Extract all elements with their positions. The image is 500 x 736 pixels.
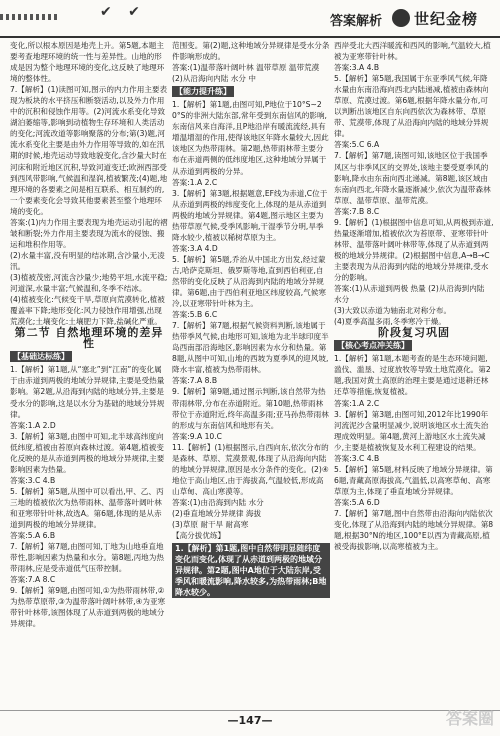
paragraph: 9.【解析】第9题,通过图示判断,该自然带为热带雨林带,分布在赤道附近。第10题,热带雨林带位于赤道附近,终年高温多雨;亚马孙热带雨林的形成与东南信风和地形有关。 xyxy=(172,387,329,430)
paragraph: (2)从沿海向内陆 水分 中 xyxy=(172,74,256,84)
page-number: —147— xyxy=(227,714,273,727)
paragraph: 7.【解析】第7题,读图可知,该地区位于我国季风区与非季风区的交界处,该地主要受夏季风的影响,降水由东南向西北递减。第8题,该区域由东南向西北,年降水量逐渐减少,依次为温带森林草原、温带草原、温带荒漠。 xyxy=(334,151,491,205)
paragraph: 1.【解析】第1题,从“塞北”到“江南”的变化属于由赤道到两极的地域分异规律,主要是受热量影响。第2题,从沿海到内陆的地域分异,主要是受水分的影响,这是以水分为基础的地域分异规律。 xyxy=(10,365,165,419)
paragraph: (4)夏季高温多雨,冬季寒冷干燥。 xyxy=(334,317,446,327)
subsection-label: 1.【解析】第1题,图中自然带明显随纬度变化而变化,体现了从赤道到两极的地域分异规律。第2题,图中A地位于大陆东岸,受季风和暖流影响,降水较多,为热带雨林;B地降水较少。 xyxy=(172,543,330,598)
paragraph: 范围变。第(2)题,这种地域分异规律是受水分条件影响形成的。 xyxy=(172,41,330,62)
paragraph: 答案:3.A 4.B xyxy=(334,63,380,73)
subsection-label: 【能力提升练】 xyxy=(172,86,234,97)
column-middle xyxy=(172,40,330,706)
subsection-label: 【基础达标练】 xyxy=(10,351,72,362)
paragraph: 答案:5.A 6.D xyxy=(334,497,380,507)
header-title: 答案解析 xyxy=(330,14,383,29)
paragraph: 答案:(1)由沿海到内陆 水分 xyxy=(172,497,264,507)
paragraph: 答案:(1)温带落叶阔叶林 温带草原 温带荒漠 xyxy=(172,63,320,73)
paragraph: 7.【解析】(1)读图可知,图示的内力作用主要表现为板块的水平挤压和断裂活动,以及外力作用中的沉积和侵蚀作用等。(2)河流水系变化导致湖泊萎缩等,影响到动植物生存环境和人类活动的变化;河流改道等影响聚落的分布;第(3)题,河流水系变化主要是由外力作用等导致的,如在汛期的时候,地壳运动导致地貌变化,含沙量大时在河床和附近地区沉积,导致河道变迁;欧洲西部受到西风带影响,气候温和湿润,植被繁茂;(4)题,地理环境的各要素之间是相互联系、相互制约的,一个要素变化会导致其他要素甚至整个地理环境的变化。 xyxy=(10,85,168,216)
paragraph: (3)大致以赤道为轴南北对称分布。 xyxy=(334,306,452,316)
watermark: 答案圈 xyxy=(445,709,494,728)
paragraph: 答案:7.B 8.C xyxy=(334,206,380,216)
paragraph: 9.【解析】(1)根据图中信息可知,从两极到赤道,热量逐渐增加,植被依次为苔原带、亚寒带针叶林带、温带落叶阔叶林带等,体现了从赤道到两极的地域分异规律。(2)根据图中信息,A→B→C主要表现为从沿海到内陆的地域分异规律,受水分的影响。 xyxy=(334,217,494,282)
paragraph: 答案:3.C 4.B xyxy=(334,453,380,463)
paragraph: 答案:(1)内力作用主要表现为地壳运动引起的褶皱和断裂;外力作用主要表现为流水的侵蚀、搬运和堆积作用等。 xyxy=(10,217,168,249)
section-heading: 第二节 自然地理环境的差异性 xyxy=(14,326,164,351)
paragraph: 变化,所以根本原因是地壳上升。第5题,本题主要考查地理环境的统一性与差异性。山地的形成是因为整个地理环境的变化,这反映了地理环境的整体性。 xyxy=(10,41,165,84)
paragraph: 答案:1.A 2.C xyxy=(172,177,218,187)
paragraph: 答案:1.A 2.C xyxy=(334,398,380,408)
paragraph: 5.【解析】第5题,材料反映了地域分异规律。第6题,青藏高原海拔高,气温低,以高寒草甸、高寒草原为主,体现了垂直地域分异规律。 xyxy=(334,464,493,496)
column-left xyxy=(10,40,168,706)
paragraph: 5.【解析】第5题,我国属于东亚季风气候,年降水量由东南沿海向西北内陆递减,植被由森林向草原、荒漠过渡。第6题,根据年降水量分布,可以判断出该地区自东向西依次为森林带、草原带、荒漠带,体现了从沿海向内陆的地域分异规律。 xyxy=(334,74,489,139)
paragraph: 7.【解析】第7题,根据气候资料判断,该地属于热带季风气候,由地形可知,该地为北半球印度半岛西南部沿海地区,影响因素为水分和热量。第8题,从图中可知,山地的西坡为夏季风的迎风坡,降水丰富,植被为热带雨林。 xyxy=(172,321,329,375)
paragraph: 答案:5.C 6.A xyxy=(334,140,380,150)
page-header xyxy=(0,0,500,38)
paragraph: 答案:7.A 8.B xyxy=(172,376,218,386)
paragraph: 7.【解析】第7题,由图可知,丁地为山地垂直地带性,影响因素为热量和水分。第8题,丙地为热带雨林,应是受赤道低气压带控制。 xyxy=(10,542,164,574)
paragraph: 答案:1.A 2.D xyxy=(10,420,56,430)
header-stripe xyxy=(0,14,60,20)
paragraph: (2)水量丰富,没有明显的结冰期,含沙量小,无凌汛。 xyxy=(10,250,165,271)
paragraph: 3.【解析】第3题,由图中可知,北半球高纬度向低纬度,植被由苔原向森林过渡。第4题,植被变化反映的是从赤道到两极的地域分异规律,主要影响因素为热量。 xyxy=(10,431,165,474)
paragraph: 答案:3.A 4.D xyxy=(172,243,218,253)
paragraph: 答案:5.B 6.C xyxy=(172,310,218,320)
paragraph: (3)草原 耐干旱 耐高寒 xyxy=(172,520,249,530)
paragraph: 答案:9.A 10.C xyxy=(172,431,222,441)
paragraph: 西岸受北大西洋暖流和西风的影响,气温较大,植被为亚寒带针叶林。 xyxy=(334,41,491,62)
column-right xyxy=(334,40,494,706)
paragraph: 3.【解析】第3题,根据题意,EF线为赤道,C位于从赤道到两极的纬度变化上,体现的是从赤道到两极的地域分异规律。第4题,图示地区主要为热带草原气候,受季风影响,干湿季节分明,旱季降水较少,植被以稀树草原为主。 xyxy=(172,188,328,242)
paragraph: 5.【解析】第5题,乔治从中国北方出发,经过蒙古,哈萨克斯坦、俄罗斯等地,直到西伯利亚,自然带的变化反映了从沿海到内陆的地域分异规律。第6题,由于西伯利亚地区纬度较高,气候寒冷,以亚寒带针叶林为主。 xyxy=(172,254,326,309)
paragraph: 3.【解析】第3题,由图可知,2012年比1990年河流泥沙含量明显减少,说明该地区水土流失治理成效明显。第4题,黄河上游地区水土流失减少,主要是植被恢复及水利工程建设的结果。 xyxy=(334,409,489,452)
paragraph: 11.【解析】(1)根据图示,自西向东,依次分布的是森林、草原、荒漠景观,体现了从沿海向内陆的地域分异规律,原因是水分条件的变化。(2)④地位于高山地区,由于海拔高,气温较低,形成高山草甸、高山寒漠等。 xyxy=(172,442,329,496)
paragraph: (3)植被茂密,河流含沙量少;地势平坦,水流平稳;河道深,水量丰富;气候温和,冬季不结冰。 xyxy=(10,272,168,294)
brand-name: 世纪金榜 xyxy=(414,9,479,28)
paragraph: 【高分拔优练】 xyxy=(172,531,226,541)
subsection-label: 【核心考点冲关练】 xyxy=(334,340,412,351)
globe-icon xyxy=(392,9,410,27)
paragraph: 5.【解析】第5题,从图中可以看出,甲、乙、丙三地的植被依次为热带雨林、温带落叶阔叶林和亚寒带针叶林,故选A。第6题,体现的是从赤道到两极的地域分异规律。 xyxy=(10,486,164,530)
paragraph: 9.【解析】第9题,由图可知,①为热带雨林带,②为热带草原带,③为温带落叶阔叶林带,④为亚寒带针叶林带,该图体现了从赤道到两极的地域分异规律。 xyxy=(10,586,166,629)
paragraph: 答案:7.A 8.C xyxy=(10,575,56,585)
paragraph: 1.【解析】第1题,由图可知,P地位于10°S~20°S的非洲大陆东部,常年受到东南信风的影响,东南信风来自海洋,且P地沿岸有暖流流经,具有增温增湿的作用,使得该地区年降水量较大,因此该地区为热带雨林。第2题,热带雨林带主要分布在赤道两侧的低纬度地区,这种地域分异属于从赤道到两极的分异。 xyxy=(172,100,329,176)
paragraph: 1.【解析】第1题,本题考查的是生态环境问题,滥伐、滥垦、过度放牧等导致土地荒漠化。第2题,我国对黄土高原的治理主要是通过退耕还林还草等措施,恢复植被。 xyxy=(334,354,491,397)
paragraph: (2)垂直地域分异规律 海拔 xyxy=(172,508,262,518)
paragraph: 7.【解析】第7题,图中自然带由沿海向内陆依次变化,体现了从沿海到内陆的地域分异规律。第8题,根据30°N的地区,100°E以西为青藏高原,植被受海拔影响,以高寒植被为主。 xyxy=(334,508,494,552)
section-heading: 阶段复习巩固 xyxy=(378,326,450,340)
paragraph: (4)植被变化:气候变干旱,草原向荒漠转化,植被覆盖率下降;地形变化:风力侵蚀作用增强,出现荒漠化;土壤变化:土壤肥力下降,盐碱化严重。 xyxy=(10,295,165,327)
paragraph: 答案:3.C 4.B xyxy=(10,475,56,485)
footer-rule xyxy=(0,710,500,711)
paragraph: 答案:5.A 6.B xyxy=(10,531,56,541)
paragraph: 答案:(1)从赤道到两极 热量 (2)从沿海到内陆 水分 xyxy=(334,284,485,305)
birds-icon: ✔ ✔ xyxy=(100,4,146,20)
brand-logo xyxy=(392,6,492,30)
